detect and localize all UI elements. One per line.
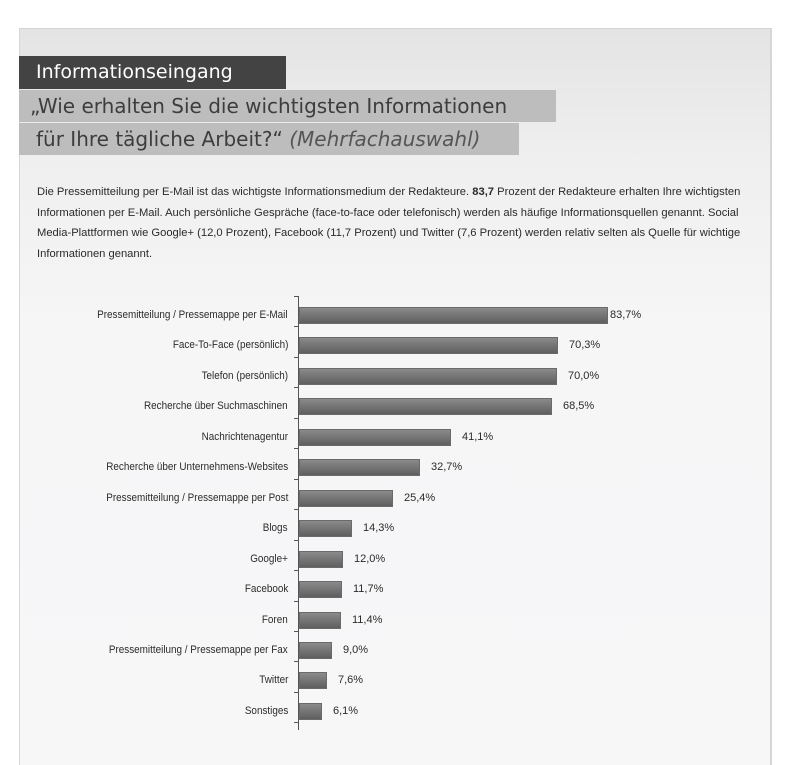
bar-value-label: 14,3% (363, 522, 395, 534)
bar (299, 368, 557, 385)
bar-row (0, 337, 800, 367)
bar-row (0, 520, 800, 550)
bar-category-label: Pressemitteilung / Pressemappe per Post (105, 492, 288, 504)
bar (299, 337, 558, 354)
bar-row (0, 612, 800, 642)
bar-category-label: Sonstiges (244, 705, 288, 717)
bar-category-label: Twitter (258, 674, 288, 686)
question-note: (Mehrfachauswahl) (289, 127, 481, 151)
bar-row (0, 703, 800, 733)
bar-row (0, 642, 800, 672)
bar-category-label: Pressemitteilung / Pressemappe per Fax (109, 644, 288, 656)
bar (299, 398, 552, 415)
bar-row (0, 551, 800, 581)
bar (299, 612, 341, 629)
bar-value-label: 9,0% (343, 644, 369, 656)
bar-row (0, 581, 800, 611)
bar (299, 642, 332, 659)
bar-category-label: Google+ (250, 553, 288, 565)
bar-value-label: 6,1% (333, 705, 359, 717)
bar-row (0, 490, 800, 520)
bar (299, 551, 343, 568)
bar (299, 520, 352, 537)
bar-value-label: 12,0% (354, 553, 386, 565)
bar-value-label: 25,4% (404, 492, 436, 504)
bar-value-label: 41,1% (462, 431, 494, 443)
bar-row (0, 398, 800, 428)
question-line-2-text: für Ihre tägliche Arbeit?“ (36, 127, 283, 151)
bar-row (0, 459, 800, 489)
bar-category-label: Nachrichtenagentur (201, 431, 288, 443)
bar-category-label: Blogs (263, 522, 288, 534)
bar-category-label: Pressemitteilung / Pressemappe per E-Mail (97, 309, 288, 321)
bar-value-label: 70,0% (568, 370, 600, 382)
bar (299, 490, 393, 507)
bar-value-label: 68,5% (563, 400, 595, 412)
bar-value-label: 32,7% (431, 461, 463, 473)
bar-row (0, 429, 800, 459)
bar-value-label: 70,3% (569, 339, 601, 351)
bar-row (0, 368, 800, 398)
bar-category-label: Foren (262, 614, 288, 626)
bar-row (0, 307, 800, 337)
bar-value-label: 11,4% (352, 614, 383, 626)
intro-text-2: Prozent der Redakteure erhalten Ihre wichtigsten Informationen per E-Mail. Auch persönliche Gespräche (face-to-face oder telefonisch) werden als häufige Informationsquellen genannt. Social Media-Plattformen wie Google+ (12,0 Prozent), Facebook (11,7 Prozent) und Twitter (7,6 Prozent) werden relativ selten als Quelle für wichtige Informationen genannt. (37, 186, 741, 261)
bar-value-label: 83,7% (610, 309, 642, 321)
intro-highlight: 83,7 (472, 186, 495, 198)
bar-row (0, 672, 800, 702)
bar (299, 307, 608, 324)
bar-category-label: Recherche über Suchmaschinen (144, 400, 288, 412)
bar-category-label: Recherche über Unternehmens-Websites (106, 461, 288, 473)
bar-category-label: Telefon (persönlich) (201, 370, 288, 382)
bar (299, 429, 451, 446)
bar (299, 581, 342, 598)
bar-value-label: 11,7% (353, 583, 384, 595)
question-line-1-text: „Wie erhalten Sie die wichtigsten Informationen (30, 94, 508, 118)
section-title-text: Informationseingang (36, 61, 233, 83)
bar-value-label: 7,6% (338, 674, 364, 686)
bar-category-label: Facebook (244, 583, 288, 595)
bar (299, 459, 420, 476)
bar (299, 703, 322, 720)
bar (299, 672, 327, 689)
bar-category-label: Face-To-Face (persönlich) (172, 339, 288, 351)
intro-text-1: Die Pressemitteilung per E-Mail ist das wichtigste Informationsmedium der Redakteure. (37, 186, 473, 198)
axis-tick (294, 296, 298, 297)
